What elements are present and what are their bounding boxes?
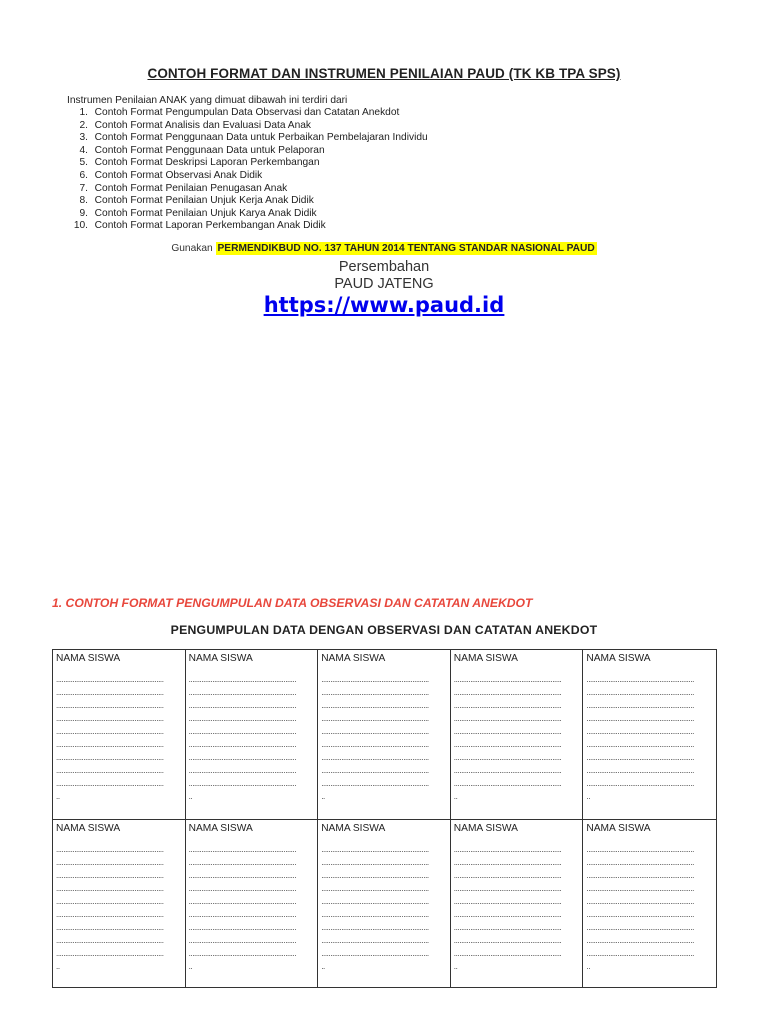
dotted-fill-line: ...........................................................	[453, 858, 562, 867]
regulation-highlight: PERMENDIKBUD NO. 137 TAHUN 2014 TENTANG STANDAR NASIONAL PAUD	[217, 243, 595, 254]
list-item-number: 9.	[79, 207, 88, 219]
dotted-fill-line: ...........................................................	[586, 727, 694, 736]
dotted-fill-line: ...........................................................	[188, 923, 297, 932]
dotted-fill-line: ...........................................................	[321, 923, 429, 932]
dotted-fill-line: ...........................................................	[321, 858, 429, 867]
dotted-fill-line: ...........................................................	[56, 727, 164, 736]
list-item-number: 10.	[73, 220, 88, 232]
dotted-fill-line: ...........................................................	[188, 897, 297, 906]
dotted-fill-end: ..	[586, 962, 591, 971]
dotted-fill-line: ...........................................................	[586, 936, 694, 945]
list-item	[66, 195, 428, 208]
dotted-fill-line: ...........................................................	[453, 753, 562, 762]
student-cell[interactable]	[583, 650, 716, 820]
dotted-fill-line: ...........................................................	[188, 688, 297, 697]
dotted-fill-end: ..	[453, 792, 458, 801]
student-name-label: NAMA SISWA	[56, 823, 121, 834]
dotted-fill-line: ...........................................................	[188, 949, 297, 958]
dotted-fill-line: ...........................................................	[56, 675, 164, 684]
student-name-label: NAMA SISWA	[586, 823, 651, 834]
list-item-number: 4.	[79, 144, 88, 156]
student-name-label: NAMA SISWA	[188, 823, 253, 834]
dotted-fill-end: ..	[586, 792, 591, 801]
dotted-fill-line: ...........................................................	[188, 884, 297, 893]
list-item-text: Contoh Format Penggunaan Data untuk Perbaikan Pembelajaran Individu	[94, 132, 428, 144]
dotted-fill-end: ..	[453, 962, 458, 971]
dotted-fill-line: ...........................................................	[188, 675, 297, 684]
student-cell[interactable]	[318, 820, 451, 987]
dotted-fill-line: ...........................................................	[321, 688, 429, 697]
student-cell[interactable]	[186, 820, 319, 987]
dotted-fill-line: ...........................................................	[321, 897, 429, 906]
dotted-fill-line: ...........................................................	[56, 714, 164, 723]
dotted-fill-line: ...........................................................	[56, 936, 164, 945]
table-title: PENGUMPULAN DATA DENGAN OBSERVASI DAN CATATAN ANEKDOT	[170, 623, 598, 637]
dotted-fill-end: ..	[188, 962, 193, 971]
dotted-fill-line: ...........................................................	[56, 688, 164, 697]
dotted-fill-line: ...........................................................	[586, 779, 694, 788]
dotted-fill-line: ...........................................................	[586, 897, 694, 906]
dotted-fill-line: ...........................................................	[321, 701, 429, 710]
student-name-label: NAMA SISWA	[321, 653, 386, 664]
dotted-fill-end: ..	[321, 962, 325, 971]
dotted-fill-line: ...........................................................	[321, 910, 429, 919]
dotted-fill-line: ...........................................................	[321, 675, 429, 684]
student-name-label: NAMA SISWA	[453, 823, 518, 834]
dotted-fill-line: ...........................................................	[453, 779, 562, 788]
list-item-text: Contoh Format Penilaian Unjuk Kerja Anak Didik	[94, 195, 314, 207]
dotted-fill-line: ...........................................................	[586, 884, 694, 893]
dotted-fill-end: ..	[321, 792, 325, 801]
dotted-fill-line: ...........................................................	[453, 688, 562, 697]
dotted-fill-line: ...........................................................	[188, 845, 297, 854]
dotted-fill-line: ...........................................................	[453, 884, 562, 893]
student-name-label: NAMA SISWA	[56, 653, 121, 664]
list-item	[66, 120, 428, 133]
dotted-fill-line: ...........................................................	[586, 753, 694, 762]
student-cell[interactable]	[451, 650, 584, 820]
dotted-fill-line: ...........................................................	[188, 740, 297, 749]
student-name-label: NAMA SISWA	[188, 653, 253, 664]
dotted-fill-line: ...........................................................	[56, 753, 164, 762]
credit-block	[0, 259, 768, 293]
dotted-fill-line: ...........................................................	[453, 727, 562, 736]
intro-text: Instrumen Penilaian ANAK yang dimuat dibawah ini terdiri dari	[67, 95, 348, 106]
list-item-text: Contoh Format Deskripsi Laporan Perkembangan	[94, 157, 320, 169]
dotted-fill-line: ...........................................................	[56, 845, 164, 854]
list-item-number: 5.	[79, 157, 88, 169]
list-item-text: Contoh Format Penilaian Unjuk Karya Anak Didik	[94, 207, 317, 219]
dotted-fill-line: ...........................................................	[56, 779, 164, 788]
dotted-fill-line: ...........................................................	[56, 871, 164, 880]
list-item	[66, 157, 428, 170]
dotted-fill-line: ...........................................................	[188, 714, 297, 723]
dotted-fill-end: ..	[188, 792, 193, 801]
section-heading: 1. CONTOH FORMAT PENGUMPULAN DATA OBSERVASI DAN CATATAN ANEKDOT	[52, 596, 533, 610]
list-item	[66, 132, 428, 145]
dotted-fill-line: ...........................................................	[56, 858, 164, 867]
dotted-fill-line: ...........................................................	[453, 766, 562, 775]
dotted-fill-line: ...........................................................	[321, 753, 429, 762]
regulation-line	[0, 243, 768, 254]
dotted-fill-line: ...........................................................	[188, 858, 297, 867]
list-item	[66, 107, 428, 120]
dotted-fill-line: ...........................................................	[56, 701, 164, 710]
dotted-fill-line: ...........................................................	[56, 766, 164, 775]
website-link[interactable]: https://www.paud.id	[263, 293, 505, 317]
list-item	[66, 183, 428, 196]
student-cell[interactable]	[53, 820, 186, 987]
dotted-fill-line: ...........................................................	[188, 936, 297, 945]
list-item-text: Contoh Format Pengumpulan Data Observasi dan Catatan Anekdot	[94, 107, 400, 118]
dotted-fill-line: ...........................................................	[56, 897, 164, 906]
list-item	[66, 220, 428, 233]
document-title: CONTOH FORMAT DAN INSTRUMEN PENILAIAN PAUD (TK KB TPA SPS)	[147, 66, 621, 81]
dotted-fill-line: ...........................................................	[586, 688, 694, 697]
list-item	[66, 208, 428, 221]
list-item-text: Contoh Format Analisis dan Evaluasi Data Anak	[94, 119, 311, 131]
list-item-number: 3.	[79, 132, 88, 144]
dotted-fill-line: ...........................................................	[188, 753, 297, 762]
student-cell[interactable]	[318, 650, 451, 820]
student-cell[interactable]	[583, 820, 716, 987]
dotted-fill-line: ...........................................................	[188, 779, 297, 788]
dotted-fill-line: ...........................................................	[321, 727, 429, 736]
dotted-fill-line: ...........................................................	[188, 727, 297, 736]
student-cell[interactable]	[186, 650, 319, 820]
dotted-fill-line: ...........................................................	[56, 910, 164, 919]
dotted-fill-line: ...........................................................	[586, 949, 694, 958]
list-item-text: Contoh Format Observasi Anak Didik	[94, 169, 263, 181]
dotted-fill-line: ...........................................................	[321, 740, 429, 749]
dotted-fill-line: ...........................................................	[586, 714, 694, 723]
gunakan-label: Gunakan	[171, 243, 213, 254]
student-name-label: NAMA SISWA	[586, 653, 651, 664]
dotted-fill-line: ...........................................................	[56, 740, 164, 749]
dotted-fill-line: ...........................................................	[453, 897, 562, 906]
list-item-number: 1.	[79, 107, 88, 118]
instrument-list	[66, 107, 428, 233]
list-item-number: 8.	[79, 195, 88, 207]
dotted-fill-line: ...........................................................	[321, 766, 429, 775]
dotted-fill-line: ...........................................................	[586, 910, 694, 919]
dotted-fill-line: ...........................................................	[321, 845, 429, 854]
dotted-fill-line: ...........................................................	[56, 949, 164, 958]
dotted-fill-line: ...........................................................	[321, 936, 429, 945]
dotted-fill-line: ...........................................................	[56, 923, 164, 932]
dotted-fill-line: ...........................................................	[453, 923, 562, 932]
dotted-fill-line: ...........................................................	[453, 936, 562, 945]
student-cell[interactable]	[53, 650, 186, 820]
dotted-fill-line: ...........................................................	[188, 871, 297, 880]
list-item-number: 2.	[79, 119, 88, 131]
dotted-fill-line: ...........................................................	[586, 871, 694, 880]
dotted-fill-line: ...........................................................	[188, 701, 297, 710]
dotted-fill-line: ...........................................................	[188, 766, 297, 775]
student-name-label: NAMA SISWA	[453, 653, 518, 664]
list-item-number: 6.	[79, 169, 88, 181]
dotted-fill-line: ...........................................................	[453, 845, 562, 854]
dotted-fill-end: ..	[56, 792, 60, 801]
student-cell[interactable]	[451, 820, 584, 987]
list-item	[66, 170, 428, 183]
dotted-fill-line: ...........................................................	[453, 701, 562, 710]
dotted-fill-end: ..	[56, 962, 60, 971]
dotted-fill-line: ...........................................................	[453, 675, 562, 684]
dotted-fill-line: ...........................................................	[453, 871, 562, 880]
dotted-fill-line: ...........................................................	[321, 714, 429, 723]
list-item-text: Contoh Format Penilaian Penugasan Anak	[94, 182, 288, 194]
dotted-fill-line: ...........................................................	[586, 675, 694, 684]
list-item	[66, 145, 428, 158]
dotted-fill-line: ...........................................................	[321, 779, 429, 788]
dotted-fill-line: ...........................................................	[188, 910, 297, 919]
dotted-fill-line: ...........................................................	[586, 740, 694, 749]
persembahan-label: Persembahan	[338, 259, 430, 275]
dotted-fill-line: ...........................................................	[56, 884, 164, 893]
dotted-fill-line: ...........................................................	[586, 845, 694, 854]
dotted-fill-line: ...........................................................	[321, 884, 429, 893]
dotted-fill-line: ...........................................................	[586, 858, 694, 867]
dotted-fill-line: ...........................................................	[586, 766, 694, 775]
list-item-text: Contoh Format Laporan Perkembangan Anak Didik	[94, 220, 326, 232]
dotted-fill-line: ...........................................................	[453, 740, 562, 749]
list-item-text: Contoh Format Penggunaan Data untuk Pelaporan	[94, 144, 325, 156]
website-url	[0, 293, 768, 317]
dotted-fill-line: ...........................................................	[453, 714, 562, 723]
dotted-fill-line: ...........................................................	[453, 910, 562, 919]
dotted-fill-line: ...........................................................	[321, 949, 429, 958]
dotted-fill-line: ...........................................................	[453, 949, 562, 958]
dotted-fill-line: ...........................................................	[586, 701, 694, 710]
org-name: PAUD JATENG	[334, 276, 434, 292]
dotted-fill-line: ...........................................................	[321, 871, 429, 880]
list-item-number: 7.	[79, 182, 88, 194]
student-name-label: NAMA SISWA	[321, 823, 386, 834]
observation-table	[52, 649, 717, 988]
dotted-fill-line: ...........................................................	[586, 923, 694, 932]
